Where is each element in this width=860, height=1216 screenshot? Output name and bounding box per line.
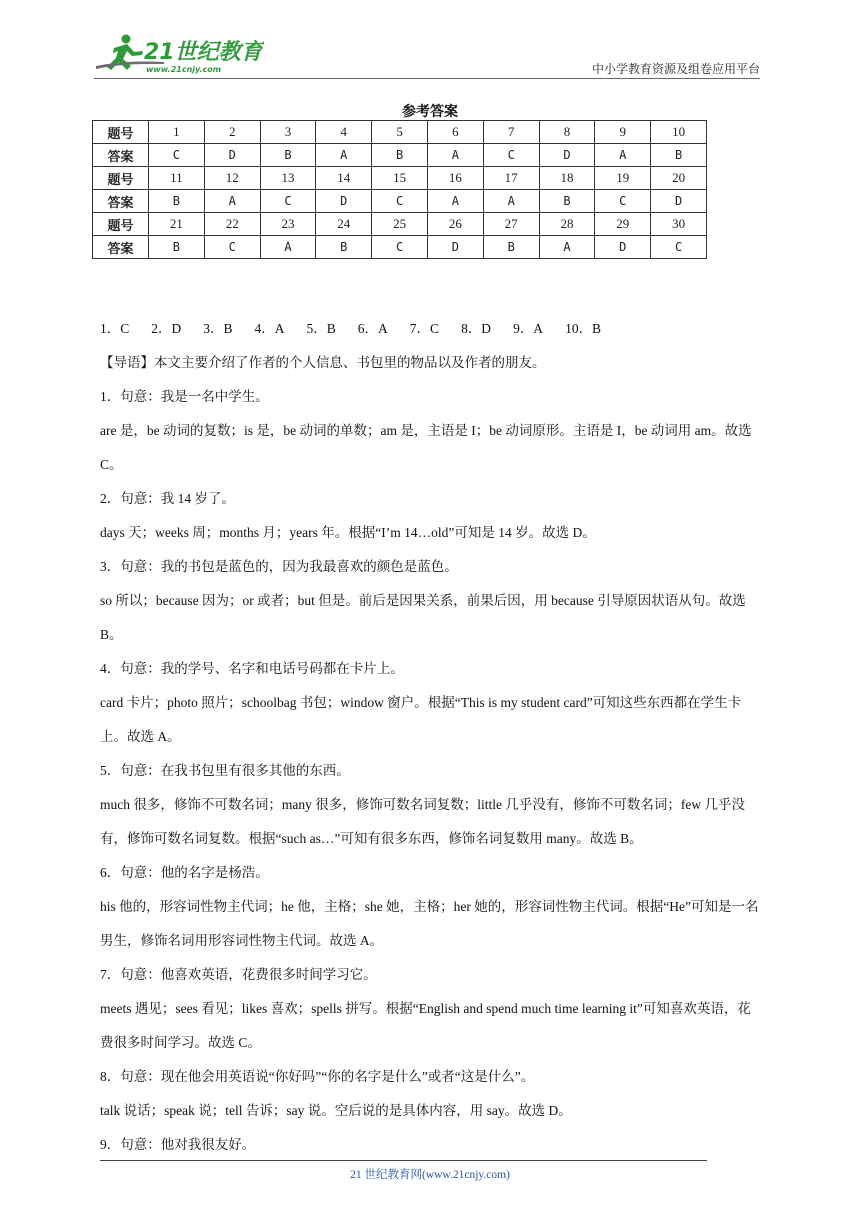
question-number-cell: 21 [149,213,205,236]
answer-item: 3．B [203,321,233,336]
explanation-paragraph: 7．句意：他喜欢英语，花费很多时间学习它。 [100,967,377,982]
explanation-paragraphs [100,346,764,1162]
header-divider [94,78,760,79]
answer-summary-line [100,312,764,346]
row-header: 答案 [93,190,149,213]
answer-cell: C [595,190,651,213]
answer-cell: A [204,190,260,213]
page-title: 参考答案 [402,104,458,120]
answer-cell: B [149,190,205,213]
answer-cell: B [539,190,595,213]
answer-cell: A [316,144,372,167]
explanation-paragraph: card 卡片；photo 照片；schoolbag 书包；window 窗户。根据“This is my student card”可知这些东西都在学生卡上。故选 A。 [100,695,742,744]
question-number-cell: 17 [483,167,539,190]
footer-divider [100,1160,707,1161]
question-number-cell: 14 [316,167,372,190]
table-row [93,144,707,167]
answer-cell: A [539,236,595,259]
answer-cell: C [372,236,428,259]
explanation-paragraph: 2．句意：我 14 岁了。 [100,491,235,506]
question-number-cell: 20 [651,167,707,190]
answer-cell: B [149,236,205,259]
answer-item: 4．A [254,321,285,336]
table-row [93,121,707,144]
answer-cell: A [427,190,483,213]
question-number-cell: 23 [260,213,316,236]
question-number-cell: 13 [260,167,316,190]
explanation-paragraph: his 他的，形容词性物主代词；he 他，主格；she 她，主格；her 她的，形容词性物主代词。根据“He”可知是一名男生，修饰名词用形容词性物主代词。故选 A。 [100,899,759,948]
answer-table [92,120,707,259]
question-number-cell: 28 [539,213,595,236]
explanation-paragraph: talk 说话；speak 说；tell 告诉；say 说。空后说的是具体内容，用 say。故选 D。 [100,1103,572,1118]
question-number-cell: 2 [204,121,260,144]
question-number-cell: 11 [149,167,205,190]
explanation-paragraph: so 所以；because 因为；or 或者；but 但是。前后是因果关系，前果后因，用 because 引导原因状语从句。故选 B。 [100,593,746,642]
explanation-content [100,312,764,1162]
platform-name: 中小学教育资源及组卷应用平台 [591,62,760,76]
explanation-paragraph: 9．句意：他对我很友好。 [100,1137,256,1152]
answer-cell: A [427,144,483,167]
question-number-cell: 30 [651,213,707,236]
answer-item: 8．D [461,321,492,336]
question-number-cell: 29 [595,213,651,236]
answer-cell: C [483,144,539,167]
question-number-cell: 24 [316,213,372,236]
answer-cell: B [316,236,372,259]
row-header: 答案 [93,236,149,259]
question-number-cell: 10 [651,121,707,144]
explanation-paragraph: 6．句意：他的名字是杨浩。 [100,865,269,880]
answer-cell: B [372,144,428,167]
question-number-cell: 25 [372,213,428,236]
answer-cell: D [539,144,595,167]
answer-item: 1．C [100,321,130,336]
explanation-paragraph: 8．句意：现在他会用英语说“你好吗”“你的名字是什么”或者“这是什么”。 [100,1069,535,1084]
question-number-cell: 22 [204,213,260,236]
question-number-cell: 12 [204,167,260,190]
answer-item: 10．B [565,321,602,336]
answer-cell: D [651,190,707,213]
explanation-paragraph: 4．句意：我的学号、名字和电话号码都在卡片上。 [100,661,404,676]
answer-cell: C [372,190,428,213]
explanation-paragraph: meets 遇见；sees 看见；likes 喜欢；spells 拼写。根据“English and spend much time learning it”可知喜欢英语，花费很多时间学习。故选 C。 [100,1001,751,1050]
answer-item: 7．C [409,321,440,336]
row-header: 答案 [93,144,149,167]
answer-cell: C [149,144,205,167]
answer-cell: A [483,190,539,213]
answer-cell: A [260,236,316,259]
question-number-cell: 16 [427,167,483,190]
question-number-cell: 7 [483,121,539,144]
question-number-cell: 3 [260,121,316,144]
answer-cell: D [316,190,372,213]
question-number-cell: 6 [427,121,483,144]
answer-item: 9．A [513,321,544,336]
question-number-cell: 18 [539,167,595,190]
explanation-paragraph: 3．句意：我的书包是蓝色的，因为我最喜欢的颜色是蓝色。 [100,559,458,574]
answer-cell: B [651,144,707,167]
table-row [93,167,707,190]
question-number-cell: 19 [595,167,651,190]
question-number-cell: 15 [372,167,428,190]
logo-text: 21世纪教育 [144,40,263,65]
explanation-paragraph: days 天；weeks 周；months 月；years 年。根据“I’m 14…old”可知是 14 岁。故选 D。 [100,525,596,540]
row-header: 题号 [93,121,149,144]
table-row [93,190,707,213]
explanation-paragraph: 5．句意：在我书包里有很多其他的东西。 [100,763,350,778]
footer-link[interactable]: 21 世纪教育网(www.21cnjy.com) [350,1169,510,1181]
table-row [93,213,707,236]
answer-item: 6．A [357,321,388,336]
logo-url: www.21cnjy.com [146,65,222,74]
answer-cell: A [595,144,651,167]
answer-cell: D [595,236,651,259]
question-number-cell: 5 [372,121,428,144]
question-number-cell: 8 [539,121,595,144]
answer-item: 5．B [306,321,336,336]
answer-cell: D [427,236,483,259]
answer-cell: D [204,144,260,167]
question-number-cell: 27 [483,213,539,236]
question-number-cell: 9 [595,121,651,144]
logo [94,32,264,76]
row-header: 题号 [93,167,149,190]
answer-cell: B [483,236,539,259]
answer-cell: C [651,236,707,259]
table-row [93,236,707,259]
question-number-cell: 4 [316,121,372,144]
explanation-paragraph: 1．句意：我是一名中学生。 [100,389,269,404]
explanation-paragraph: much 很多，修饰不可数名词；many 很多，修饰可数名词复数；little 几乎没有，修饰不可数名词；few 几乎没有，修饰可数名词复数。根据“such as…”可知有很多东西，修饰名词复数用 many。故选 B。 [100,797,745,846]
answer-cell: B [260,144,316,167]
explanation-paragraph: are 是，be 动词的复数；is 是，be 动词的单数；am 是，主语是 I；be 动词原形。主语是 I，be 动词用 am。故选 C。 [100,423,752,472]
question-number-cell: 1 [149,121,205,144]
explanation-paragraph: 【导语】本文主要介绍了作者的个人信息、书包里的物品以及作者的朋友。 [100,355,546,370]
row-header: 题号 [93,213,149,236]
page-header [94,30,760,78]
question-number-cell: 26 [427,213,483,236]
answer-cell: C [204,236,260,259]
answer-cell: C [260,190,316,213]
answer-item: 2．D [151,321,182,336]
